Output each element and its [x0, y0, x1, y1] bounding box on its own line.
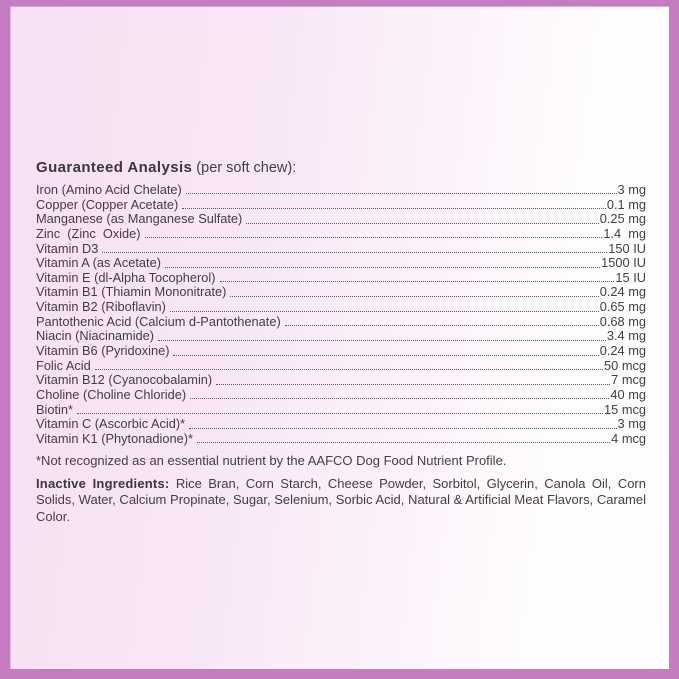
analysis-row: [36, 329, 646, 344]
nutrient-name: Vitamin B12 (Cyanocobalamin): [36, 372, 213, 388]
nutrient-value: 1500 IU: [601, 255, 646, 271]
dotted-leader: [102, 252, 607, 253]
inactive-ingredients-text: Rice Bran, Corn Starch, Cheese Powder, Sorbitol, Glycerin, Canola Oil, Corn Solids, Water, Calcium Propinate, Sugar, Selenium, Sorbic Acid, Natural & Artificial Meat Flavors, Caramel Color.: [36, 475, 646, 524]
dotted-leader: [77, 413, 603, 414]
analysis-row: [36, 242, 646, 257]
inactive-ingredients-label: Inactive Ingredients:: [36, 475, 170, 491]
dotted-leader: [216, 384, 610, 385]
nutrient-name: Vitamin D3: [36, 240, 99, 256]
nutrient-value: 15 IU: [615, 269, 646, 285]
title-serving-text: (per soft chew):: [192, 160, 297, 176]
nutrient-name: Vitamin B2 (Riboflavin): [36, 299, 166, 315]
nutrient-value: 1.4 mg: [603, 225, 646, 241]
nutrient-value: 50 mcg: [604, 357, 646, 373]
nutrient-name: Vitamin K1 (Phytonadione)*: [36, 430, 193, 446]
analysis-row: [36, 388, 646, 403]
dotted-leader: [230, 296, 598, 297]
nutrient-name: Iron (Amino Acid Chelate): [36, 182, 182, 197]
nutrient-value: 3 mg: [617, 182, 646, 197]
dotted-leader: [246, 223, 598, 224]
nutrient-name: Vitamin A (as Acetate): [36, 255, 161, 271]
nutrient-value: 150 IU: [608, 240, 646, 256]
analysis-row: [36, 198, 646, 213]
nutrient-value: 4 mcg: [611, 430, 646, 446]
aafco-footnote: *Not recognized as an essential nutrient by the AAFCO Dog Food Nutrient Profile.: [36, 452, 507, 468]
analysis-row: [36, 271, 646, 286]
nutrient-value: 0.68 mg: [599, 313, 646, 329]
nutrient-name: Vitamin C (Ascorbic Acid)*: [36, 416, 186, 432]
nutrient-name: Folic Acid: [36, 357, 91, 373]
analysis-row: [36, 432, 646, 447]
nutrient-value: 40 mg: [610, 386, 646, 402]
dotted-leader: [145, 237, 603, 238]
nutrient-name: Vitamin B1 (Thiamin Mononitrate): [36, 284, 227, 300]
nutrient-name: Choline (Choline Chloride): [36, 386, 187, 402]
nutrient-name: Niacin (Niacinamide): [36, 328, 155, 344]
analysis-row: [36, 227, 646, 242]
dotted-leader: [158, 340, 606, 341]
analysis-row: [36, 183, 646, 198]
nutrient-value: 0.1 mg: [606, 196, 646, 212]
dotted-leader: [285, 325, 599, 326]
dotted-leader: [190, 398, 609, 399]
analysis-row: [36, 417, 646, 432]
inactive-ingredients: [36, 476, 646, 526]
analysis-row: [36, 212, 646, 227]
nutrient-value: 3 mg: [617, 416, 646, 432]
nutrient-value: 0.24 mg: [599, 343, 646, 359]
dotted-leader: [182, 208, 606, 209]
nutrient-value: 0.24 mg: [599, 284, 646, 300]
nutrient-value: 0.25 mg: [599, 211, 646, 227]
analysis-row: [36, 344, 646, 359]
nutrient-value: 15 mcg: [604, 401, 646, 417]
analysis-row: [36, 256, 646, 271]
nutrient-value: 7 mcg: [611, 372, 646, 388]
guaranteed-analysis-title: [36, 159, 646, 177]
nutrient-name: Copper (Copper Acetate): [36, 196, 179, 212]
nutrient-name: Zinc (Zinc Oxide): [36, 225, 141, 241]
nutrient-name: Biotin*: [36, 401, 73, 417]
analysis-row: [36, 300, 646, 315]
dotted-leader: [95, 369, 603, 370]
analysis-row: [36, 285, 646, 300]
nutrient-name: Manganese (as Manganese Sulfate): [36, 211, 243, 227]
analysis-table: [36, 183, 646, 447]
title-bold-text: Guaranteed Analysis: [36, 159, 193, 176]
nutrient-name: Vitamin E (dl-Alpha Tocopherol): [36, 269, 216, 285]
analysis-row: [36, 403, 646, 418]
nutrient-name: Vitamin B6 (Pyridoxine): [36, 343, 170, 359]
analysis-row: [36, 359, 646, 374]
dotted-leader: [220, 281, 615, 282]
nutrient-value: 0.65 mg: [599, 299, 646, 315]
dotted-leader: [173, 355, 598, 356]
dotted-leader: [189, 428, 616, 429]
dotted-leader: [197, 442, 610, 443]
nutrient-name: Pantothenic Acid (Calcium d-Pantothenate): [36, 313, 281, 329]
dotted-leader: [165, 267, 600, 268]
nutrient-value: 3.4 mg: [606, 328, 646, 344]
analysis-row: [36, 315, 646, 330]
dotted-leader: [170, 311, 599, 312]
analysis-row: [36, 373, 646, 388]
dotted-leader: [186, 193, 617, 194]
